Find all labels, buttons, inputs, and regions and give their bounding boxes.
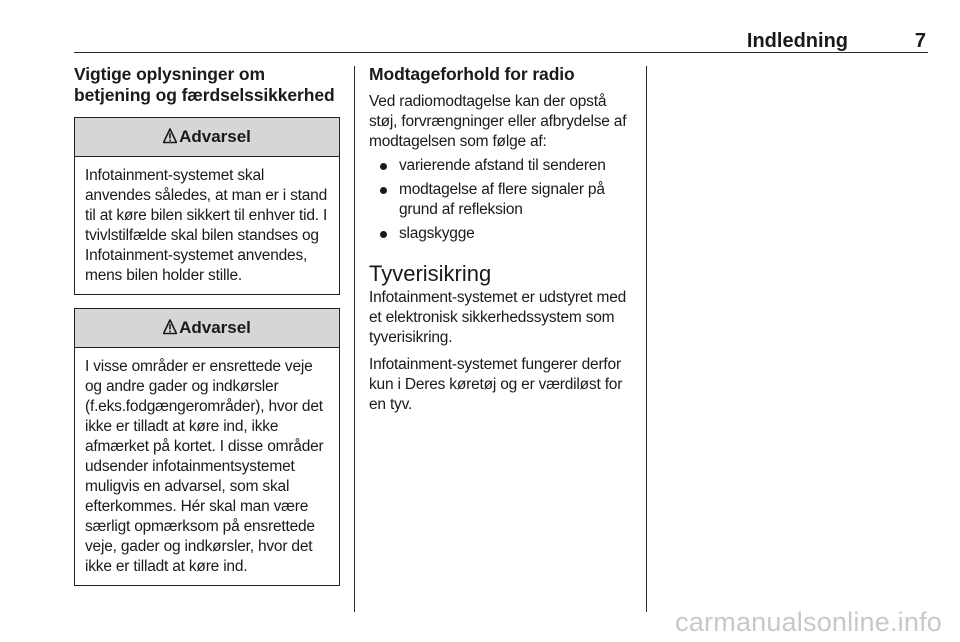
- header-rule: [74, 52, 928, 53]
- left-column: [74, 64, 340, 586]
- list-item: [369, 224, 637, 244]
- list-item: [369, 156, 637, 176]
- warning-body-1: Infotainment-systemet skal anvendes således, at man er i stand til at køre bilen sikkert til enhver tid. I tvivlstilfælde skal bilen standses og Infotainment-systemet anvendes, mens bilen holder stille.: [85, 167, 328, 284]
- page-number: 7: [914, 30, 926, 52]
- theft-heading: Tyverisikring: [369, 261, 492, 286]
- warning-body-2: I visse områder er ensrettede veje og andre gader og indkørsler (f.eks.fodgængerområder), hvor det ikke er tilladt at køre ind, ikke afmærket på kortet. I disse områder udsender infotainmentsystemet muligvis en advarsel, som skal efterkommes. Hér skal man være særligt opmærksom på ensrettede veje, gader og indkørsler, hvor det ikke er tilladt at køre ind.: [85, 358, 324, 575]
- bullet-dot-icon: [380, 231, 387, 238]
- warning-box-1: [74, 117, 340, 295]
- bullet-text: slagskygge: [399, 225, 475, 242]
- warning-title-2: Advarsel: [179, 318, 251, 337]
- bullet-text: varierende afstand til senderen: [399, 157, 606, 174]
- column-divider-left: [354, 66, 355, 612]
- header-title: Indledning: [746, 30, 848, 52]
- safety-heading: Vigtige oplysninger om betjening og færdselssikkerhed: [74, 64, 335, 105]
- middle-column: [369, 64, 637, 415]
- bullet-dot-icon: [380, 187, 387, 194]
- list-item: [369, 180, 637, 220]
- warning-box-2: [74, 308, 340, 586]
- theft-paragraph-1: Infotainment-systemet er udstyret med et elektronisk sikkerhedssystem som tyverisikring.: [369, 289, 627, 346]
- warning-header-2: [75, 309, 339, 348]
- reception-heading: Modtageforhold for radio: [369, 64, 575, 84]
- reception-intro: Ved radiomodtagelse kan der opstå støj, forvrængninger eller afbrydelse af modtagelsen som følge af:: [369, 93, 627, 150]
- reception-bullet-list: [369, 156, 637, 244]
- theft-paragraph-2: Infotainment-systemet fungerer derfor kun i Deres køretøj og er værdiløst for en tyv.: [369, 356, 623, 413]
- warning-header-1: [75, 118, 339, 157]
- warning-triangle-icon: [163, 128, 177, 144]
- watermark: carmanualsonline.info: [675, 607, 942, 637]
- warning-triangle-icon: [163, 319, 177, 335]
- bullet-dot-icon: [380, 163, 387, 170]
- warning-title-1: Advarsel: [179, 127, 251, 146]
- column-divider-right: [646, 66, 647, 612]
- bullet-text: modtagelse af flere signaler på grund af refleksion: [399, 181, 605, 218]
